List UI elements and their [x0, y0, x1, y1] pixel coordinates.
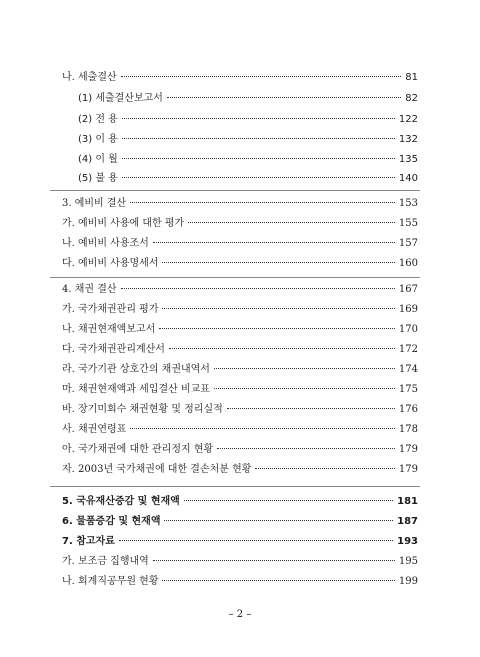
toc-entry-label: 마. 채권현재액과 세입결산 비교표	[62, 384, 210, 395]
toc-entry	[62, 555, 418, 569]
toc-entry	[78, 113, 418, 127]
dot-leader	[227, 408, 395, 409]
toc-entry-page: 172	[398, 344, 418, 355]
toc-entry-page: 167	[398, 284, 418, 295]
toc-entry-label: 나. 회계직공무원 현황	[62, 576, 159, 587]
toc-entry	[78, 172, 418, 186]
toc-entry-page: 140	[398, 173, 418, 184]
toc-entry	[78, 153, 418, 167]
toc-entry-page: 178	[398, 424, 418, 435]
toc-entry	[62, 515, 418, 529]
dot-leader	[214, 368, 395, 369]
toc-entry	[62, 71, 418, 85]
dot-leader	[162, 580, 394, 581]
dot-leader	[130, 202, 395, 203]
toc-entry-page: 181	[397, 496, 418, 507]
toc-entry-label: 다. 예비비 사용명세서	[62, 258, 159, 269]
toc-entry	[62, 403, 418, 417]
toc-entry	[62, 343, 418, 357]
toc-entry	[62, 237, 418, 251]
toc-entry-page: 81	[405, 72, 418, 83]
dot-leader	[164, 520, 393, 521]
dot-leader	[188, 222, 395, 223]
toc-entry	[62, 535, 418, 549]
toc-entry-page: 169	[398, 304, 418, 315]
toc-entry-label: (3) 이 용	[78, 134, 118, 145]
toc-entry-label: 가. 예비비 사용에 대한 평가	[62, 218, 185, 229]
toc-entry	[62, 283, 418, 297]
section-divider	[50, 190, 420, 191]
toc-entry	[62, 257, 418, 271]
toc-entry	[78, 92, 418, 106]
toc-entry-label: 바. 장기미회수 채권현황 및 정리실적	[62, 404, 223, 415]
toc-entry-label: 나. 예비비 사용조서	[62, 238, 149, 249]
toc-entry-page: 175	[398, 384, 418, 395]
dot-leader	[122, 138, 395, 139]
toc-entry-label: 자. 2003년 국가채권에 대한 결손처분 현황	[62, 464, 252, 475]
toc-entry-label: 가. 보조금 집행내역	[62, 556, 149, 567]
toc-entry-label: 나. 세출결산	[62, 72, 117, 83]
toc-entry	[62, 463, 418, 477]
toc-entry-page: 193	[397, 536, 418, 547]
toc-entry-label: (2) 전 용	[78, 114, 118, 125]
toc-entry-label: 4. 채권 결산	[62, 284, 117, 295]
toc-entry-label: 7. 참고자료	[62, 536, 115, 547]
toc-entry-page: 132	[398, 134, 418, 145]
dot-leader	[162, 262, 394, 263]
toc-entry-page: 135	[398, 154, 418, 165]
dot-leader	[162, 308, 394, 309]
dot-leader	[153, 242, 395, 243]
toc-entry-page: 160	[398, 258, 418, 269]
dot-leader	[169, 348, 395, 349]
toc-entry-label: 가. 국가채권관리 평가	[62, 304, 159, 315]
toc-entry-label: (1) 세출결산보고서	[78, 93, 163, 104]
toc-entry-page: 199	[398, 576, 418, 587]
toc-entry-page: 174	[398, 364, 418, 375]
dot-leader	[130, 428, 395, 429]
toc-entry-page: 176	[398, 404, 418, 415]
toc-entry	[62, 303, 418, 317]
toc-entry	[78, 133, 418, 147]
toc-entry-page: 153	[398, 198, 418, 209]
dot-leader	[184, 500, 393, 501]
toc-entry-label: 사. 채권연령표	[62, 424, 127, 435]
toc-entry-page: 82	[405, 93, 418, 104]
toc-entry-page: 195	[398, 556, 418, 567]
toc-entry-page: 179	[398, 444, 418, 455]
toc-entry-page: 179	[398, 464, 418, 475]
toc-entry-label: 6. 물품증감 및 현재액	[62, 516, 161, 527]
dot-leader	[121, 288, 395, 289]
toc-entry-label: 3. 예비비 결산	[62, 198, 127, 209]
dot-leader	[122, 118, 395, 119]
dot-leader	[121, 76, 402, 77]
toc-entry-label: 라. 국가기관 상호간의 채권내역서	[62, 364, 210, 375]
dot-leader	[217, 448, 395, 449]
dot-leader	[153, 560, 395, 561]
toc-entry	[62, 495, 418, 509]
toc-entry-page: 122	[398, 114, 418, 125]
dot-leader	[255, 468, 394, 469]
toc-entry	[62, 323, 418, 337]
toc-entry	[62, 423, 418, 437]
toc-entry-page: 170	[398, 324, 418, 335]
toc-entry	[62, 575, 418, 589]
dot-leader	[119, 540, 393, 541]
toc-entry-label: (5) 불 용	[78, 173, 118, 184]
toc-entry	[62, 383, 418, 397]
page-number: – 2 –	[228, 609, 252, 620]
toc-entry-label: 나. 채권현재액보고서	[62, 324, 156, 335]
dot-leader	[167, 97, 401, 98]
section-divider	[50, 486, 420, 487]
dot-leader	[159, 328, 395, 329]
toc-entry-label: (4) 이 월	[78, 154, 118, 165]
dot-leader	[122, 177, 395, 178]
dot-leader	[122, 158, 395, 159]
dot-leader	[214, 388, 395, 389]
toc-entry	[62, 443, 418, 457]
toc-entry-label: 아. 국가채권에 대한 관리정지 현황	[62, 444, 214, 455]
toc-entry-page: 187	[397, 516, 418, 527]
toc-entry-label: 다. 국가채권관리계산서	[62, 344, 165, 355]
toc-entry	[62, 363, 418, 377]
toc-entry	[62, 197, 418, 211]
toc-entry	[62, 217, 418, 231]
section-divider	[50, 277, 420, 278]
toc-entry-page: 157	[398, 238, 418, 249]
toc-entry-page: 155	[398, 218, 418, 229]
toc-entry-label: 5. 국유재산증감 및 현재액	[62, 496, 180, 507]
